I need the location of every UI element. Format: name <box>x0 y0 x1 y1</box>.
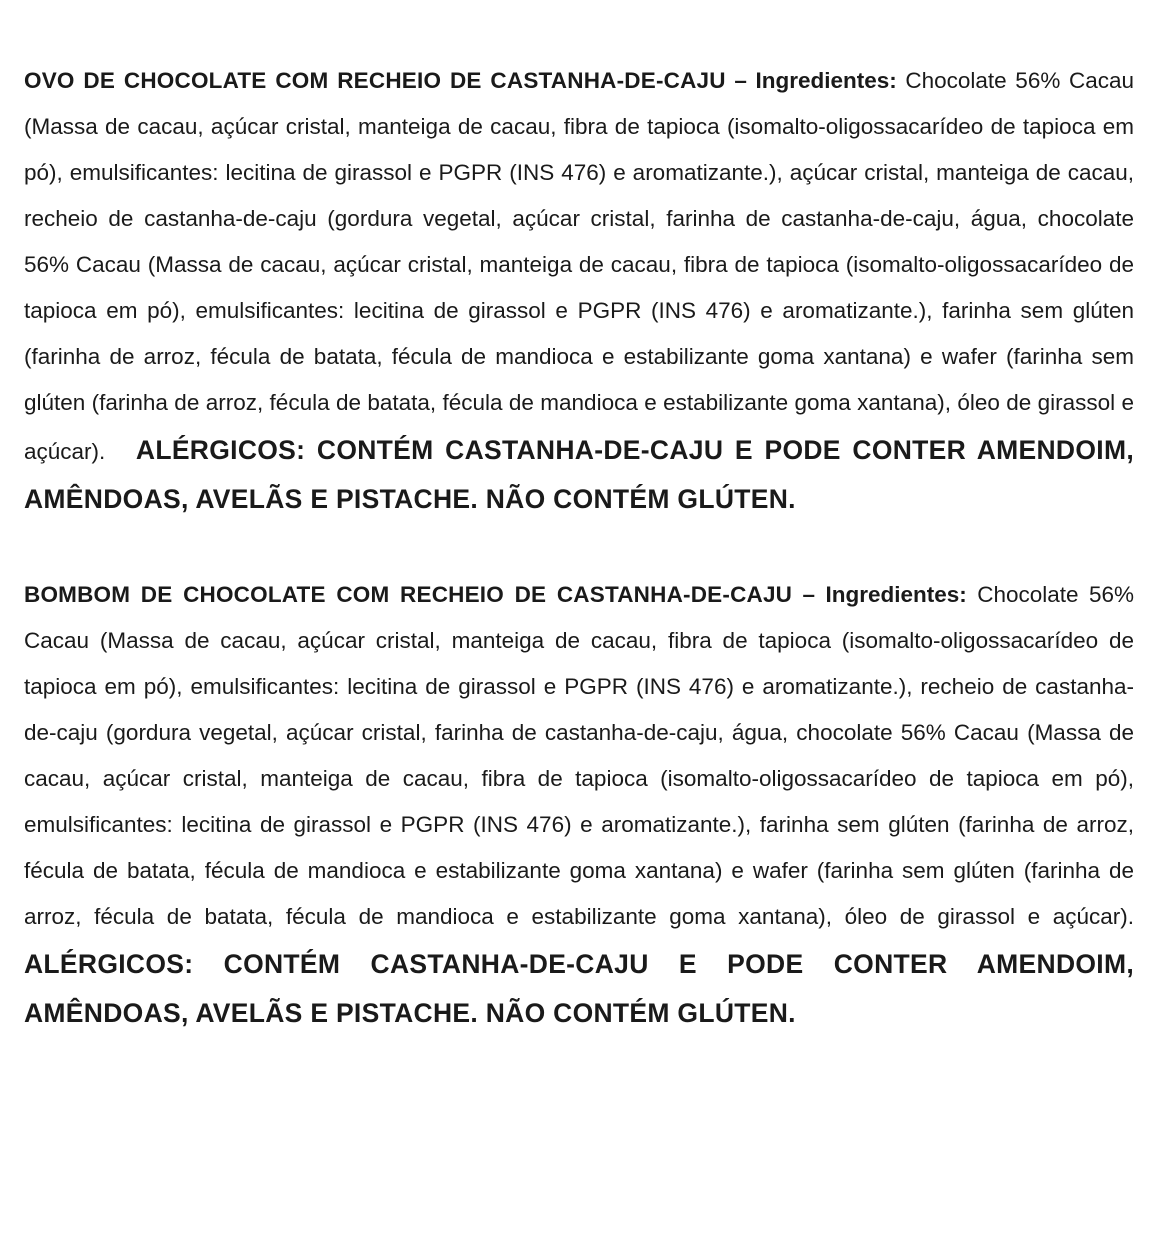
title-separator: – <box>725 68 756 93</box>
product-title: BOMBOM DE CHOCOLATE COM RECHEIO DE CASTANHA-DE-CAJU <box>24 582 793 607</box>
allergens-warning: ALÉRGICOS: CONTÉM CASTANHA-DE-CAJU E PODE CONTER AMENDOIM, AMÊNDOAS, AVELÃS E PISTACHE. NÃO CONTÉM GLÚTEN. <box>24 435 1134 514</box>
allergens-warning: ALÉRGICOS: CONTÉM CASTANHA-DE-CAJU E PODE CONTER AMENDOIM, AMÊNDOAS, AVELÃS E PISTACHE. NÃO CONTÉM GLÚTEN. <box>24 949 1134 1028</box>
product-bombom-block <box>24 572 1134 1038</box>
title-separator: – <box>792 582 826 607</box>
product-ovo-block <box>24 58 1134 524</box>
ingredients-text: Chocolate 56% Cacau (Massa de cacau, açúcar cristal, manteiga de cacau, fibra de tapioca (isomalto-oligossacarídeo de tapioca em pó), emulsificantes: lecitina de girassol e PGPR (INS 476) e aromatizante.), recheio de castanha-de-caju (gordura vegetal, açúcar cristal, farinha de castanha-de-caju, água, chocolate 56% Cacau (Massa de cacau, açúcar cristal, manteiga de cacau, fibra de tapioca (isomalto-oligossacarídeo de tapioca em pó), emulsificantes: lecitina de girassol e PGPR (INS 476) e aromatizante.), farinha sem glúten (farinha de arroz, fécula de batata, fécula de mandioca e estabilizante goma xantana) e wafer (farinha sem glúten (farinha de arroz, fécula de batata, fécula de mandioca e estabilizante goma xantana), óleo de girassol e açúcar). <box>24 582 1134 929</box>
product-title: OVO DE CHOCOLATE COM RECHEIO DE CASTANHA-DE-CAJU <box>24 68 726 93</box>
ingredients-label: Ingredientes: <box>825 582 967 607</box>
ingredients-label: Ingredientes: <box>755 68 897 93</box>
ingredients-document <box>24 58 1134 1038</box>
ingredients-text: Chocolate 56% Cacau (Massa de cacau, açúcar cristal, manteiga de cacau, fibra de tapioca (isomalto-oligossacarídeo de tapioca em pó), emulsificantes: lecitina de girassol e PGPR (INS 476) e aromatizante.), açúcar cristal, manteiga de cacau, recheio de castanha-de-caju (gordura vegetal, açúcar cristal, farinha de castanha-de-caju, água, chocolate 56% Cacau (Massa de cacau, açúcar cristal, manteiga de cacau, fibra de tapioca (isomalto-oligossacarídeo de tapioca em pó), emulsificantes: lecitina de girassol e PGPR (INS 476) e aromatizante.), farinha sem glúten (farinha de arroz, fécula de batata, fécula de mandioca e estabilizante goma xantana) e wafer (farinha sem glúten (farinha de arroz, fécula de batata, fécula de mandioca e estabilizante goma xantana), óleo de girassol e açúcar). <box>24 68 1134 464</box>
